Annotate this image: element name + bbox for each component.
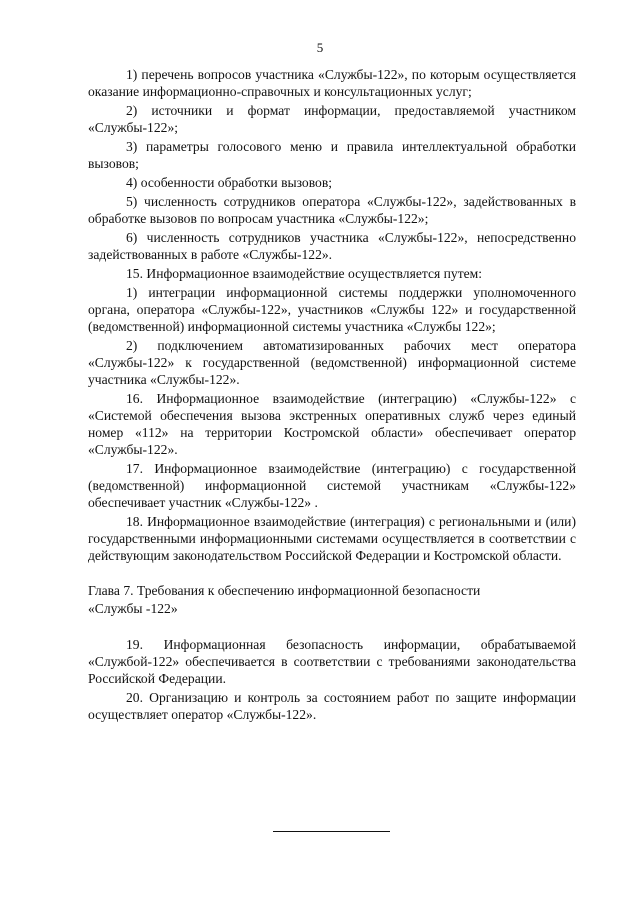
paragraph: 5) численность сотрудников оператора «Службы-122», задействованных в обработке вызовов по вопросам участника «Службы-122»; [88,194,576,226]
paragraph: 20. Организацию и контроль за состоянием работ по защите информации осуществляет оператор «Службы-122». [88,690,576,722]
paragraph: 1) интеграции информационной системы поддержки уполномоченного органа, оператора «Службы-122», участников «Службы 122» и государственной (ведомственной) информационной системы участника «Службы 122»; [88,285,576,334]
paragraph: 3) параметры голосового меню и правила интеллектуальной обработки вызовов; [88,139,576,171]
chapter-heading-line2: «Службы -122» [88,601,178,616]
end-separator-line [273,831,390,832]
chapter-heading-line1: Глава 7. Требования к обеспечению информационной безопасности [88,583,481,598]
paragraph: 17. Информационное взаимодействие (интеграцию) с государственной (ведомственной) информационной системой участникам «Службы-122» обеспечивает участник «Службы-122» . [88,461,576,510]
paragraph: 16. Информационное взаимодействие (интеграцию) «Службы-122» с «Системой обеспечения вызова экстренных оперативных служб через единый номер «112» на территории Костромской области» обеспечивает оператор «Службы-122». [88,391,576,457]
paragraph: 4) особенности обработки вызовов; [126,175,333,190]
page-number: 5 [316,40,324,55]
paragraph: 15. Информационное взаимодействие осуществляется путем: [126,266,483,281]
paragraph: 19. Информационная безопасность информации, обрабатываемой «Службой-122» обеспечивается в соответствии с требованиями законодательства Российской Федерации. [88,637,576,686]
paragraph: 18. Информационное взаимодействие (интеграция) с региональными и (или) государственными информационными системами осуществляется в соответствии с действующим законодательством Российской Федерации и Костромской области. [88,514,576,563]
paragraph: 2) источники и формат информации, предоставляемой участником «Службы-122»; [88,103,576,135]
paragraph: 2) подключением автоматизированных рабочих мест оператора «Службы-122» к государственной (ведомственной) информационной системе участника «Службы-122». [88,338,576,387]
paragraph: 1) перечень вопросов участника «Службы-122», по которым осуществляется оказание информационно-справочных и консультационных услуг; [88,67,576,99]
document-body [88,66,576,725]
chapter-heading [88,582,576,618]
paragraph: 6) численность сотрудников участника «Службы-122», непосредственно задействованных в работе «Службы-122». [88,230,576,262]
